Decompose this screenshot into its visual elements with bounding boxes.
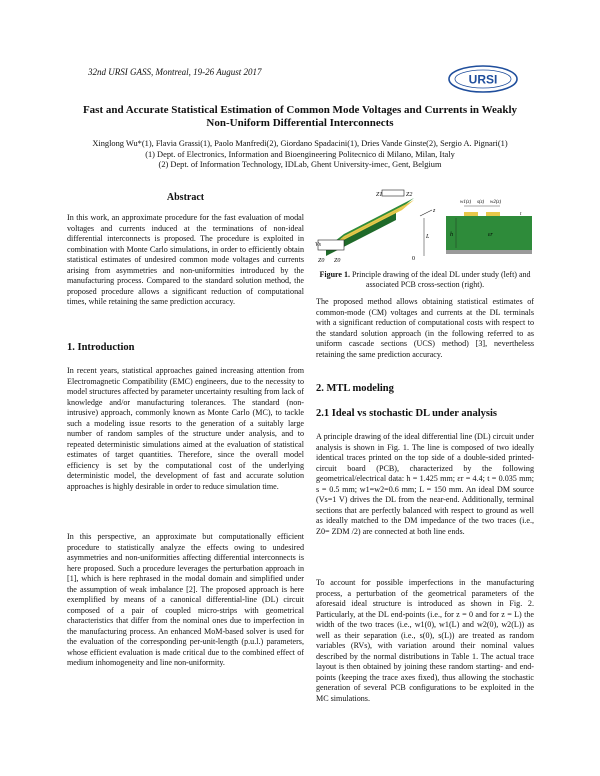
label-origin: 0	[412, 256, 415, 262]
right-para-1: The proposed method allows obtaining statistical estimates of common-mode (CM) voltages and currents at the DL terminals with a significant reduction of computational costs with respect to the standard solution approach (in the following referred to as uniform cascade sections (UCS) method) [3], nevertheless retaining the same prediction accuracy.	[316, 297, 534, 359]
right-para-3: To account for possible imperfections in the manufacturing process, a perturbation of the geometrical parameters of the aforesaid ideal structure is introduced as shown in Fig. 2. Particularly, at the DL end-points (i.e., for z = 0 and for z = L) the width of the two traces (i.e., w1(0), w1(L) and w2(0), w2(L)) as well as their separation (i.e., s(0), s(L)) are treated as random variables (RVs), with variation around their nominal values described by the normal distributions in Table 1. The actual trace layout is then obtained by joining these random starting- and end-points (keeping the trace axes fixed), thus allowing the stochastic generation of several PCB configurations to be exploited in the MC simulations.	[316, 578, 534, 703]
author-names: Xinglong Wu*(1), Flavia Grassi(1), Paolo Manfredi(2), Giordano Spadacini(1), Dries Vande Ginste(2), Sergio A. Pignari(1)	[92, 139, 508, 148]
trace-2	[338, 200, 414, 241]
label-length: L	[426, 234, 430, 240]
far-end-termination-box	[382, 190, 404, 196]
right-para-2: A principle drawing of the ideal differential line (DL) circuit under analysis is shown in Fig. 1. The line is composed of two ideally identical traces printed on the top side of a double-sided printed-circuit board (PCB), characterized by the following geometrical/electrical data: h = 1.425 mm; εr = 4.4; t = 0.035 mm; s = 0.5 mm; w1=w2=0.6 mm; L = 150 mm. An ideal DM source (Vs=1 V) drives the DL from the near-end. Additionally, terminal sections that are perfectly balanced with respect to ground as well as ideally matched to the DM impedance of the two traces (i.e., Z0= ZDM /2) are connected at both line ends.	[316, 432, 534, 536]
intro-para-2: In this perspective, an approximate but computationally efficient procedure to statistically analyze the effects owing to undesired asymmetries and non-uniformities affecting differential interconnects is here proposed. Such a procedure leverages the perturbation approach in [1], which is here rephrased in the modal domain and simplified under the assumption of weak imbalance [2]. The proposed approach is here exemplified by means of a canonical differential-line (DL) circuit composed of a pair of coupled micro-strips with geometrical characteristics that differ from the nominal ones due to imperfection in the manufacturing process. An enhanced MoM-based solver is used for the evaluation of the corresponding per-unit-length (p.u.l.) parameters, whose efficient evaluation is made critical due to the combined effect of medium inhomogeneity and line non-uniformity.	[67, 532, 304, 667]
label-s: s(z)	[477, 200, 485, 205]
affiliation-1: (1) Dept. of Electronics, Information and Bioengineering Politecnico di Milano, Milan, Italy	[145, 149, 455, 159]
label-w1: w1(z)	[460, 200, 472, 205]
label-h: h	[450, 232, 453, 238]
abstract-text: In this work, an approximate procedure for the fast evaluation of modal voltages and currents induced at the terminations of non-ideal differential interconnects is proposed. The procedure is exploited in combination with Monte Carlo simulations, in order to efficiently obtain statistical estimates of undesired common mode voltages and currents arising from asymmetries and non-uniformities introduced by the manufacturing process. Compared to the standard solution method, the proposed procedure allows a significant reduction of computational times, while retaining the same prediction accuracy.	[67, 213, 304, 306]
near-end-termination-box	[318, 240, 344, 250]
figure-1-caption	[316, 270, 534, 290]
intro-heading: 1. Introduction	[67, 342, 135, 353]
section-2-1-heading: 2.1 Ideal vs stochastic DL under analysis	[316, 408, 497, 419]
affiliation-2: (2) Dept. of Information Technology, IDLab, Ghent University-imec, Gent, Belgium	[158, 160, 442, 170]
ursi-logo	[447, 64, 519, 94]
cross-trace-1	[464, 212, 478, 216]
caption-text: Principle drawing of the ideal DL under study (left) and associated PCB cross-section (right).	[349, 270, 531, 289]
pcb-cross-section	[446, 200, 532, 254]
label-z0-a: Z0	[318, 258, 325, 264]
label-z0-b: Z0	[334, 258, 341, 264]
label-z1: Z1	[376, 192, 383, 198]
label-er: εr	[488, 232, 493, 238]
label-vs: Vs	[315, 242, 321, 248]
logo-text: URSI	[468, 72, 498, 87]
z-axis-line	[420, 210, 432, 216]
title-line-1: Fast and Accurate Statistical Estimation of Common Mode Voltages and Currents in Weakly	[82, 104, 518, 116]
cross-trace-2	[486, 212, 500, 216]
intro-para-1: In recent years, statistical approaches gained increasing attention from Electromagnetic Compatibility (EMC) engineers, due to the necessity to model structures affected by parameter uncertainty resulting from lack of knowledge and/or manufacturing tolerances. The standard (non-intrusive) approach, commonly known as Monte Carlo (MC), to tackle such a modeling issue resorts to the generation of a suitably large number of random samples of the structure under analysis, and to repeated deterministic simulations aimed at the evaluation of statistical estimates of target quantities. Therefore, since the overall model efficiency is set by the computational cost of the underlying deterministic model, the development of fast and accurate solution approaches is highly desirable in order to reduce simulation time.	[67, 366, 304, 491]
conference-header: 32nd URSI GASS, Montreal, 19-26 August 2017	[88, 67, 262, 77]
dl-3d-drawing	[315, 190, 436, 264]
title-line-2: Non-Uniform Differential Interconnects	[206, 117, 394, 129]
ground-plane	[446, 250, 532, 254]
author-block	[30, 139, 570, 171]
figure-1	[316, 186, 534, 274]
caption-label: Figure 1.	[319, 270, 350, 279]
label-z2: Z2	[406, 192, 413, 198]
section-2-heading: 2. MTL modeling	[316, 383, 394, 394]
label-z-axis: z	[433, 208, 436, 214]
paper-title	[60, 104, 540, 130]
label-t: t	[520, 212, 522, 217]
abstract-heading: Abstract	[166, 192, 205, 203]
label-w2: w2(z)	[490, 200, 502, 205]
